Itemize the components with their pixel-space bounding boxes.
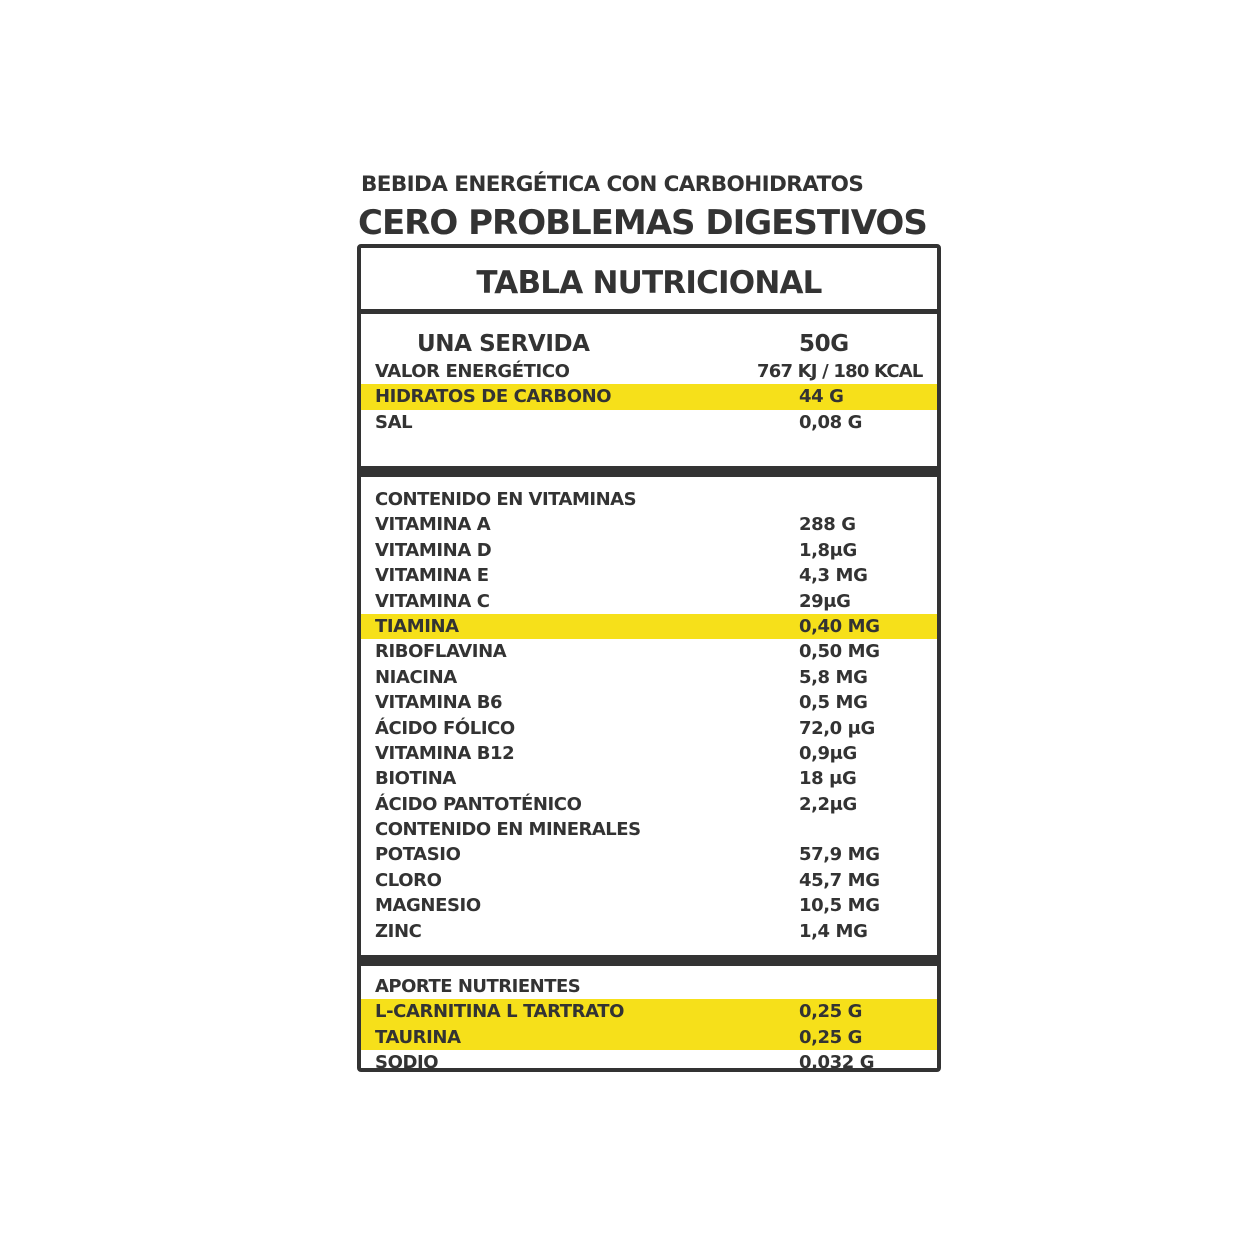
nutrient-label: L-CARNITINA L TARTRATO — [375, 1001, 624, 1023]
nutrient-label: MAGNESIO — [375, 895, 481, 917]
nutrient-row — [361, 766, 937, 791]
nutrient-value: 288 G — [799, 514, 856, 536]
nutrition-table-title: TABLA NUTRICIONAL — [361, 248, 937, 314]
nutrient-value: 44 G — [799, 386, 844, 408]
nutrient-value: 1,8μG — [799, 539, 857, 561]
serving-row — [361, 329, 937, 359]
nutrient-value: 29μG — [799, 590, 851, 612]
nutrient-value: 0,08 G — [799, 411, 863, 433]
section-divider — [361, 466, 937, 477]
nutrient-row-highlighted — [361, 999, 937, 1024]
nutrient-row — [361, 842, 937, 867]
section-gap — [361, 314, 937, 325]
nutrient-label: BIOTINA — [375, 768, 456, 790]
nutrient-row — [361, 716, 937, 741]
nutrient-label: VITAMINA B6 — [375, 692, 503, 714]
nutrient-value: 0,5 MG — [799, 692, 868, 714]
nutrient-row — [361, 919, 937, 944]
nutrient-value: 0,40 MG — [799, 615, 880, 637]
nutrient-value: 0,9μG — [799, 742, 857, 764]
nutrient-value: 767 KJ / 180 KCAL — [757, 361, 923, 382]
nutrient-value: 0,25 G — [799, 1026, 863, 1048]
nutrient-value: 1,4 MG — [799, 920, 868, 942]
nutrients-section — [361, 966, 937, 1076]
nutrient-value: 18 μG — [799, 768, 857, 790]
nutrient-row — [361, 410, 937, 435]
nutrient-label: SAL — [375, 411, 413, 433]
nutrient-value: 72,0 μG — [799, 717, 875, 739]
section-heading-label: CONTENIDO EN VITAMINAS — [375, 489, 637, 510]
nutrient-row — [361, 868, 937, 893]
nutrient-label: VITAMINA E — [375, 565, 489, 587]
nutrient-row — [361, 589, 937, 614]
nutrient-row — [361, 1050, 937, 1075]
nutrient-label: ZINC — [375, 920, 422, 942]
nutrient-label: CLORO — [375, 869, 442, 891]
nutrient-row-highlighted — [361, 614, 937, 639]
nutrient-value: 0,25 G — [799, 1001, 863, 1023]
nutrient-row — [361, 690, 937, 715]
section-divider — [361, 955, 937, 966]
nutrient-value: 0,032 G — [799, 1052, 875, 1074]
section-heading-label: CONTENIDO EN MINERALES — [375, 819, 641, 841]
nutrient-value: 45,7 MG — [799, 869, 880, 891]
nutrient-label: ÁCIDO FÓLICO — [375, 717, 515, 739]
product-headline: CERO PROBLEMAS DIGESTIVOS — [358, 203, 927, 243]
nutrient-row — [361, 792, 937, 817]
nutrient-row — [361, 665, 937, 690]
nutrient-row — [361, 893, 937, 918]
nutrient-row — [361, 359, 937, 384]
nutrient-label: VITAMINA B12 — [375, 742, 515, 764]
basic-section — [361, 329, 937, 466]
nutrient-row-highlighted — [361, 1025, 937, 1050]
nutrient-label: NIACINA — [375, 666, 457, 688]
nutrient-value: 2,2μG — [799, 793, 857, 815]
nutrient-row — [361, 512, 937, 537]
nutrient-label: TAURINA — [375, 1026, 461, 1048]
nutrient-value: 10,5 MG — [799, 895, 880, 917]
nutrient-value: 0,50 MG — [799, 641, 880, 663]
serving-label: UNA SERVIDA — [417, 331, 590, 357]
vitamins-minerals-section — [361, 477, 937, 955]
nutrient-label: POTASIO — [375, 844, 461, 866]
nutrient-label: HIDRATOS DE CARBONO — [375, 386, 612, 408]
nutrient-label: RIBOFLAVINA — [375, 641, 507, 663]
nutrients-heading — [361, 974, 937, 999]
nutrient-value: 57,9 MG — [799, 844, 880, 866]
nutrient-label: VITAMINA D — [375, 539, 492, 561]
nutrient-row — [361, 741, 937, 766]
minerals-heading — [361, 817, 937, 842]
nutrient-value: 5,8 MG — [799, 666, 868, 688]
serving-value: 50G — [799, 331, 849, 357]
nutrient-row — [361, 563, 937, 588]
nutrient-value: 4,3 MG — [799, 565, 868, 587]
nutrient-row — [361, 639, 937, 664]
nutrient-row-highlighted — [361, 384, 937, 409]
nutrient-label: TIAMINA — [375, 615, 459, 637]
header — [358, 170, 940, 244]
nutrient-label: VALOR ENERGÉTICO — [375, 361, 570, 382]
nutrient-label: SODIO — [375, 1052, 439, 1074]
vitamins-heading — [361, 487, 937, 512]
nutrient-row — [361, 538, 937, 563]
nutrient-label: VITAMINA A — [375, 514, 491, 536]
nutrient-label: ÁCIDO PANTOTÉNICO — [375, 793, 582, 815]
nutrient-label: VITAMINA C — [375, 590, 490, 612]
nutrition-table — [357, 244, 941, 1072]
section-heading-label: APORTE NUTRIENTES — [375, 976, 581, 997]
product-subtitle: BEBIDA ENERGÉTICA CON CARBOHIDRATOS — [361, 172, 864, 197]
